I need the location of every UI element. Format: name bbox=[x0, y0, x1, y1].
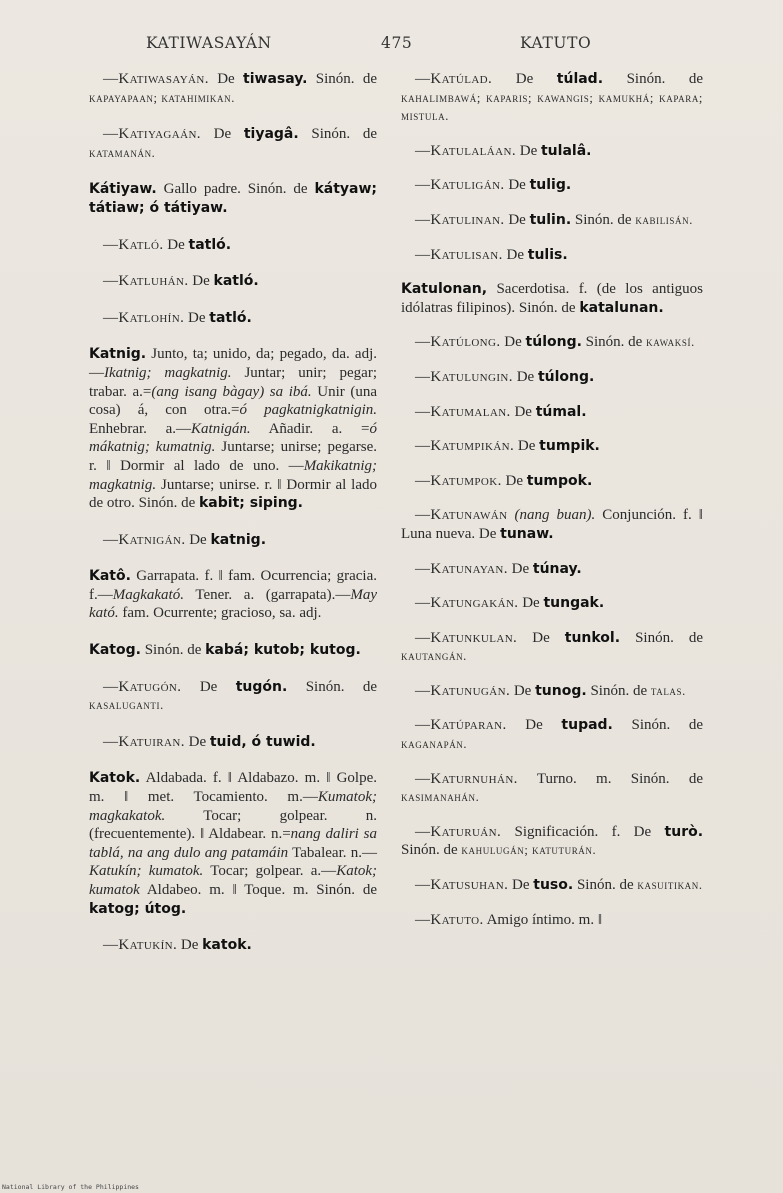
entry-katulisan: —Katulisan. De tulis. bbox=[415, 246, 568, 263]
entry-katungakan: —Katungakán. De tungak. bbox=[415, 595, 605, 612]
entry-katulungin: —Katulungin. De túlong. bbox=[415, 368, 595, 385]
entry-katulonan: Katulonan, Sacerdotisa. f. (de los antiguos idólatras filipinos). Sinón. de katalunan. bbox=[401, 281, 703, 316]
entry-katunkulan: —Katunkulan. De tunkol. Sinón. de kautangán. bbox=[401, 629, 703, 664]
entry-katurnuhan: —Katurnuhán. Turno. m. Sinón. de kasimanahán. bbox=[401, 770, 704, 805]
entry-katulong: —Katúlong. De túlong. Sinón. de kawaksí. bbox=[415, 334, 695, 351]
entry-katukin: —Katukín. De katok. bbox=[103, 937, 252, 954]
entry-katunayan: —Katunayan. De túnay. bbox=[415, 560, 582, 577]
entry-katok: Katok. Aldabada. f. ‖ Aldabazo. m. ‖ Golpe. m. ‖ met. Tocamiento. m.—Kumatok; magkakatok. Tocar; golpear. n. (frecuentemente). ‖ Aldabear. n.=nang daliri sa tablá, na ang dulo ang patamáin Tabalear. n.—Katukín; kumatok. Tocar; golpear. a.—Katok; kumatok Aldabeo. m. ‖ Toque. m. Sinón. de katog; útog. bbox=[89, 770, 378, 917]
footer-credit: National Library of the Philippines bbox=[2, 1183, 139, 1191]
entry-katunawan: —Katunawán (nang buan). Conjunción. f. ‖ Luna nueva. De tunaw. bbox=[401, 507, 703, 542]
entry-katog: Katog. Sinón. de kabá; kutob; kutog. bbox=[89, 642, 361, 659]
entry-katuto: —Katuto. Amigo íntimo. m. ‖ bbox=[415, 911, 603, 928]
running-head-right: KATUTO bbox=[520, 34, 592, 52]
entry-katumalan: —Katumalan. De túmal. bbox=[415, 403, 587, 420]
entry-katusuhan: —Katusuhan. De tuso. Sinón. de kasuitikan. bbox=[415, 877, 703, 894]
entry-katuligan: —Katuligán. De tulig. bbox=[415, 177, 572, 194]
entry-katulalaan: —Katulaláan. De tulalâ. bbox=[415, 142, 592, 159]
entry-katuruan: —Katuruán. Significación. f. De turò. Sinón. de kahulugán; katuturán. bbox=[401, 823, 704, 859]
entry-katnig: Katnig. Junto, ta; unido, da; pegado, da. adj.—Ikatnig; magkatnig. Juntar; unir; pegar; trabar. a.=(ang isang bàgay) sa ibá. Unir (una cosa) á, con otra.=ó pagkatnigkatnigin. Enhebrar. a.—Katnigán. Añadir. a. =ó mákatnig; kumatnig. Juntarse; unirse; pegarse. r. ‖ Dormir al lado de uno. —Makikatnig; magkatnig. Juntarse; unirse. r. ‖ Dormir al lado de otro. Sinón. de kabit; siping. bbox=[89, 346, 378, 512]
entry-katugon: —Katugón. De tugón. Sinón. de kasaluganti. bbox=[89, 678, 378, 713]
entry-kato: Katô. Garrapata. f. ‖ fam. Ocurrencia; gracia. f.—Magkakató. Tener. a. (garrapata).—May kató. fam. Ocurrente; gracioso, sa. adj. bbox=[89, 568, 378, 622]
running-head-left: KATIWASAYÁN bbox=[146, 34, 272, 52]
entry-katiyaw: Kátiyaw. Gallo padre. Sinón. de kátyaw; tátiaw; ó tátiyaw. bbox=[89, 181, 378, 216]
entry-katnigan: —Katnigán. De katnig. bbox=[103, 531, 267, 548]
entry-katuiran: —Katuiran. De tuid, ó tuwid. bbox=[103, 733, 316, 750]
entry-katumpok: —Katumpok. De tumpok. bbox=[415, 472, 593, 489]
entry-katluhan: —Katluhán. De katló. bbox=[103, 273, 259, 290]
left-column bbox=[89, 70, 377, 955]
entry-katlohin: —Katlohín. De tatló. bbox=[103, 309, 252, 326]
entry-katiwasayan: —Katiwasayán. De tiwasay. Sinón. de kapayapaan; katahimikan. bbox=[89, 71, 378, 105]
entry-katulinan: —Katulinan. De tulin. Sinón. de kabilisán. bbox=[415, 211, 693, 228]
page-number: 475 bbox=[381, 34, 413, 52]
entry-katlo: —Katló. De tatló. bbox=[103, 236, 232, 253]
entry-katiyagaan: —Katiyagaán. De tiyagâ. Sinón. de katamanán. bbox=[89, 126, 378, 160]
entry-katumpikan: —Katumpikán. De tumpik. bbox=[415, 438, 600, 455]
entry-katulad: —Katúlad. De túlad. Sinón. de kahalimbawá; kaparis; kawangis; kamukhá; kapara; mistula. bbox=[401, 71, 704, 124]
entry-katuparan: —Katúparan. De tupad. Sinón. de kaganapán. bbox=[401, 717, 704, 752]
right-column bbox=[401, 70, 703, 929]
entry-katunugan: —Katunugán. De tunog. Sinón. de talas. bbox=[415, 682, 686, 699]
